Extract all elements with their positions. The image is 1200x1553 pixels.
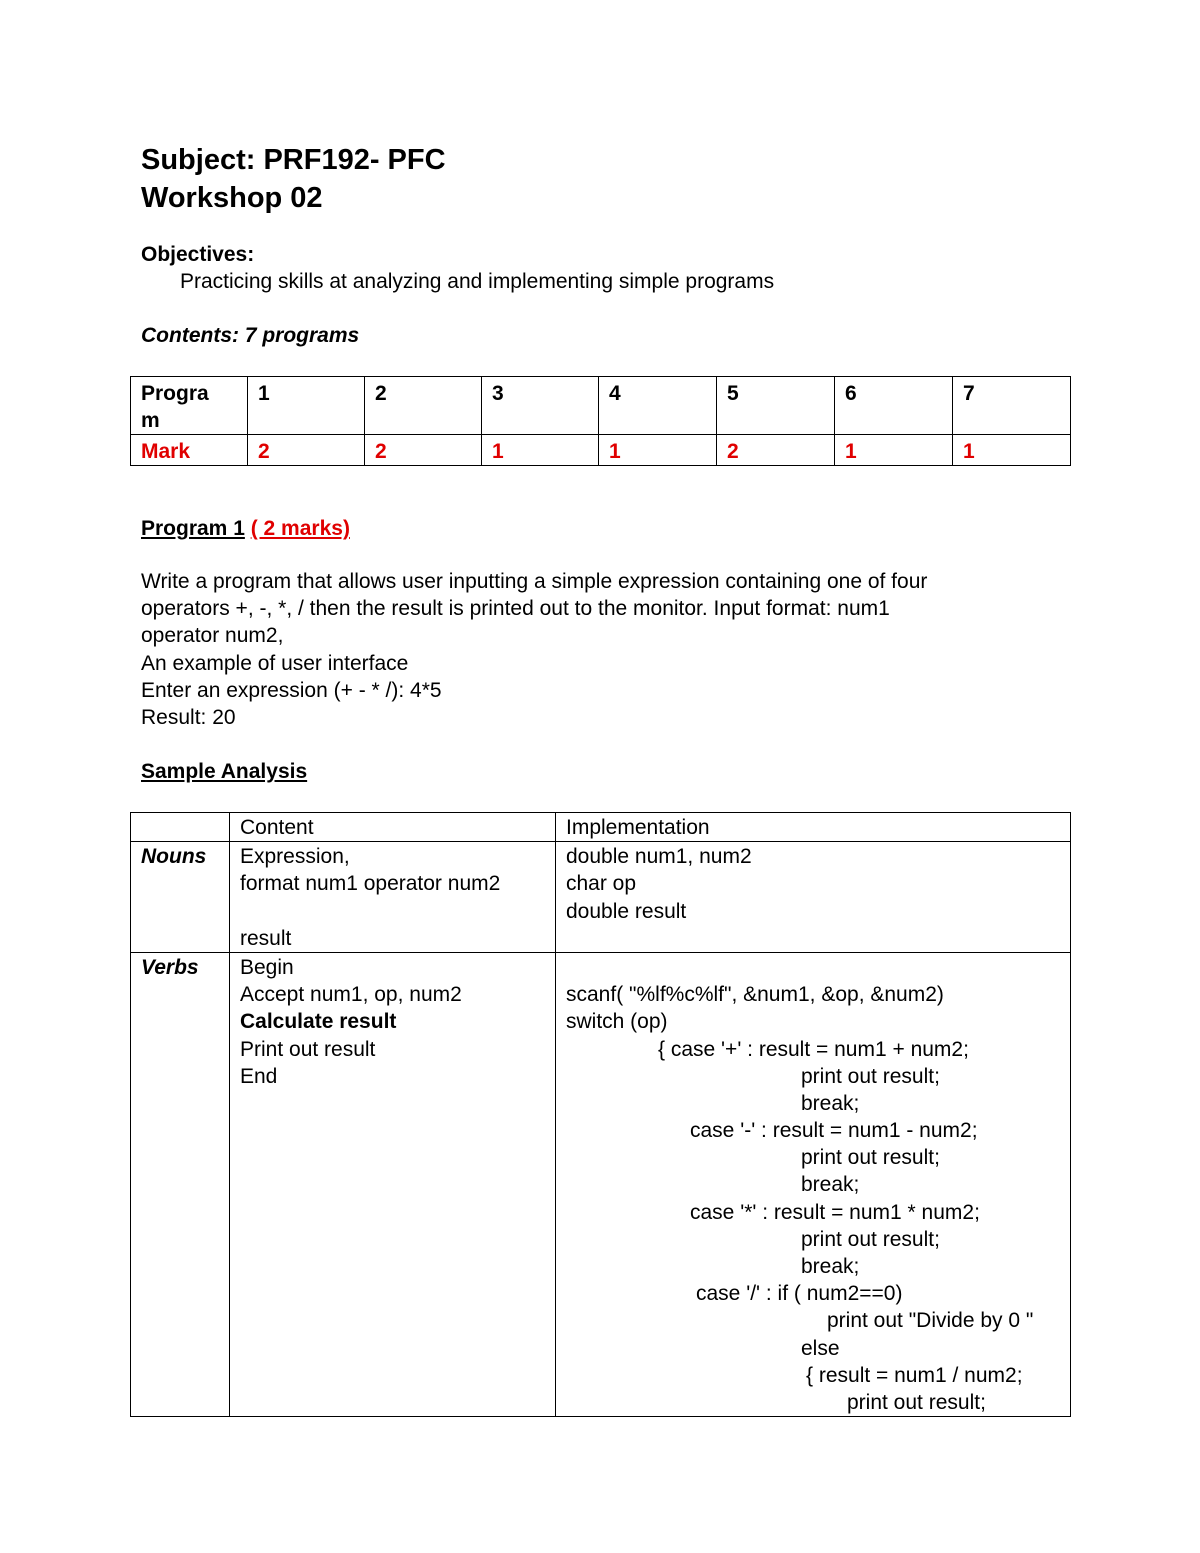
program-number-cell: 4 — [599, 377, 717, 435]
code-line: case '/' : if ( num2==0) — [696, 1282, 903, 1306]
program-number-cell: 1 — [248, 377, 365, 435]
mark-value-cell: 1 — [482, 435, 599, 466]
verbs-row — [131, 952, 1071, 1416]
content-line: result — [240, 926, 292, 950]
content-line — [240, 898, 545, 925]
content-line: Accept num1, op, num2 — [240, 983, 462, 1007]
code-line: break; — [801, 1255, 860, 1279]
program-header-cell — [131, 377, 248, 435]
program1-heading — [141, 515, 350, 542]
code-line — [566, 954, 1060, 981]
program-number-cell: 2 — [365, 377, 482, 435]
mark-value-cell: 2 — [248, 435, 365, 466]
analysis-table — [130, 812, 1071, 1417]
content-line: Print out result — [240, 1037, 376, 1061]
code-line: { result = num1 / num2; — [806, 1363, 1023, 1387]
content-line: End — [240, 1064, 278, 1088]
objectives-label: Objectives: — [141, 243, 255, 266]
program-number-cell: 3 — [482, 377, 599, 435]
description-line: operators +, -, *, / then the result is printed out to the monitor. Input format: num1 — [141, 597, 890, 621]
mark-row — [131, 435, 1071, 466]
content-line: Begin — [240, 955, 294, 979]
code-line: case '*' : result = num1 * num2; — [690, 1200, 980, 1224]
verbs-implementation-cell — [556, 952, 1071, 1416]
content-line: Calculate result — [240, 1010, 397, 1034]
mark-value-cell: 1 — [953, 435, 1071, 466]
code-line: scanf( "%lf%c%lf", &num1, &op, &num2) — [566, 983, 944, 1007]
verbs-content-cell — [230, 952, 556, 1416]
program1-description — [141, 568, 1041, 731]
mark-value-cell: 2 — [717, 435, 835, 466]
code-line: double result — [566, 899, 687, 923]
mark-value-cell: 1 — [599, 435, 717, 466]
program-number-cell: 7 — [953, 377, 1071, 435]
code-line: print out "Divide by 0 " — [827, 1309, 1034, 1333]
program1-title: Program 1 — [141, 517, 245, 540]
objectives-text: Practicing skills at analyzing and implementing simple programs — [180, 270, 775, 293]
code-line: break; — [801, 1091, 860, 1115]
mark-value-cell: 2 — [365, 435, 482, 466]
nouns-row — [131, 842, 1071, 953]
program-number-cell: 5 — [717, 377, 835, 435]
content-line: Expression, — [240, 845, 350, 869]
description-line: An example of user interface — [141, 651, 409, 675]
contents-heading: Contents: 7 programs — [141, 324, 360, 347]
subject-title: Subject: PRF192- PFC — [141, 144, 446, 176]
code-line: break; — [801, 1173, 860, 1197]
code-line: case '-' : result = num1 - num2; — [690, 1119, 978, 1143]
program-row — [131, 377, 1071, 435]
marks-table — [130, 376, 1071, 466]
program-header-line: m — [141, 409, 160, 432]
analysis-header-cell — [131, 813, 230, 842]
nouns-implementation-cell — [556, 842, 1071, 953]
program-number-cell: 6 — [835, 377, 953, 435]
content-line: format num1 operator num2 — [240, 872, 501, 896]
code-line: print out result; — [847, 1390, 986, 1414]
code-line: print out result; — [801, 1064, 940, 1088]
verbs-label: Verbs — [131, 952, 230, 1416]
description-line: Result: 20 — [141, 706, 236, 730]
program1-marks: ( 2 marks) — [250, 517, 350, 540]
analysis-header-cell: Implementation — [556, 813, 1071, 842]
code-line: print out result; — [801, 1146, 940, 1170]
nouns-content-cell — [230, 842, 556, 953]
sample-analysis-heading: Sample Analysis — [141, 760, 308, 783]
mark-value-cell: 1 — [835, 435, 953, 466]
code-line: else — [801, 1336, 840, 1360]
mark-header-cell: Mark — [131, 435, 248, 466]
description-line: Write a program that allows user inputting a simple expression containing one of four — [141, 570, 928, 593]
description-line: operator num2, — [141, 624, 284, 648]
analysis-header-cell: Content — [230, 813, 556, 842]
code-line: { case '+' : result = num1 + num2; — [658, 1037, 969, 1061]
code-line: double num1, num2 — [566, 845, 752, 869]
description-line: Enter an expression (+ - * /): 4*5 — [141, 678, 442, 702]
code-line: print out result; — [801, 1227, 940, 1251]
analysis-header-row — [131, 813, 1071, 842]
code-line: switch (op) — [566, 1010, 668, 1034]
program-header-line: Progra — [141, 382, 209, 405]
workshop-title: Workshop 02 — [141, 182, 323, 214]
code-line: char op — [566, 872, 637, 896]
nouns-label: Nouns — [131, 842, 230, 953]
